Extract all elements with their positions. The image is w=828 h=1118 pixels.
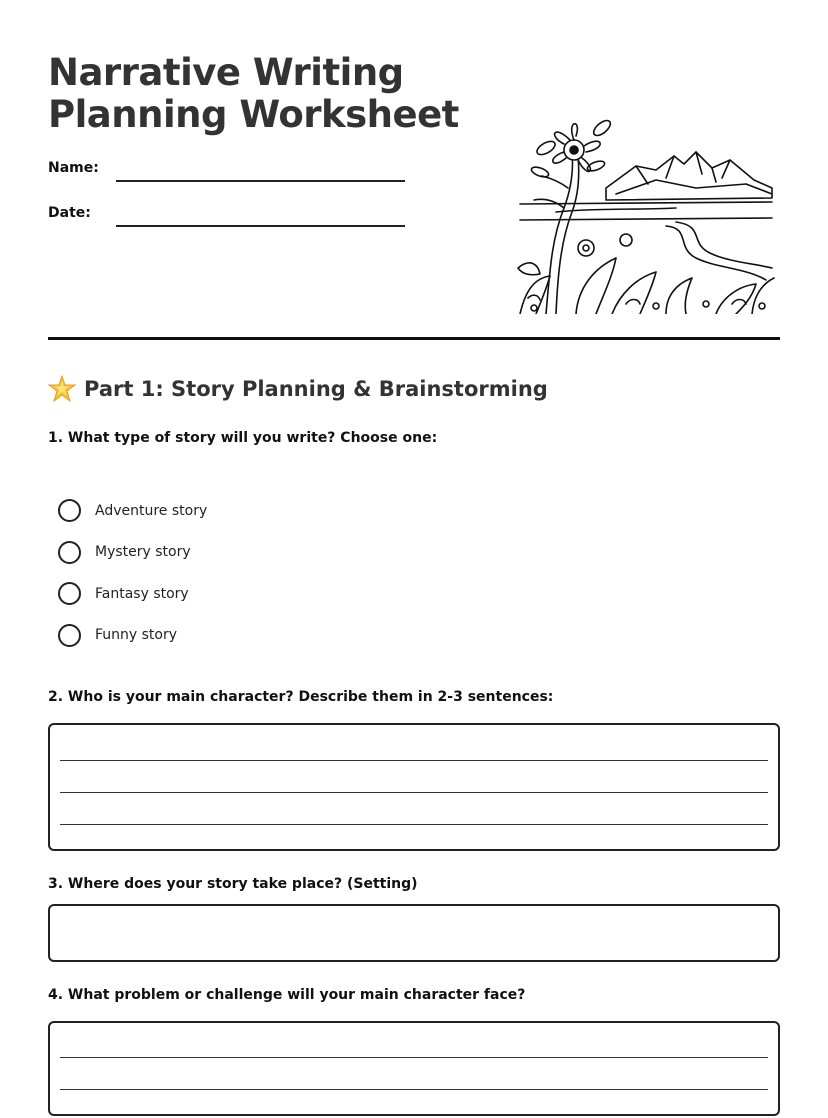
story-type-options: [58, 490, 207, 656]
writing-line: [60, 824, 768, 825]
option-adventure[interactable]: [58, 490, 207, 532]
question-1: 1. What type of story will you write? Choose one:: [48, 430, 438, 446]
radio-button[interactable]: [58, 541, 81, 564]
title-line-1: Narrative Writing: [48, 51, 404, 94]
writing-line: [60, 760, 768, 761]
title-line-2: Planning Worksheet: [48, 93, 459, 136]
option-mystery[interactable]: [58, 532, 207, 574]
section-title: Part 1: Story Planning & Brainstorming: [84, 377, 548, 401]
radio-button[interactable]: [58, 499, 81, 522]
date-label: Date:: [48, 205, 91, 221]
radio-button[interactable]: [58, 582, 81, 605]
character-answer-box[interactable]: [48, 723, 780, 851]
header-divider: [48, 337, 780, 340]
writing-line: [60, 1057, 768, 1058]
option-label: Adventure story: [95, 502, 208, 519]
radio-button[interactable]: [58, 624, 81, 647]
star-icon: [48, 375, 76, 403]
section-heading: [48, 374, 548, 404]
name-field[interactable]: [116, 180, 405, 182]
option-funny[interactable]: [58, 615, 207, 657]
writing-line: [60, 1089, 768, 1090]
option-label: Mystery story: [95, 544, 191, 561]
question-3: 3. Where does your story take place? (Setting): [48, 876, 418, 892]
name-label: Name:: [48, 160, 99, 176]
question-2: 2. Who is your main character? Describe them in 2-3 sentences:: [48, 689, 554, 705]
setting-answer-box[interactable]: [48, 904, 780, 962]
date-field[interactable]: [116, 225, 405, 227]
writing-line: [60, 792, 768, 793]
option-label: Fantasy story: [95, 585, 189, 602]
question-4: 4. What problem or challenge will your main character face?: [48, 987, 526, 1003]
option-fantasy[interactable]: [58, 573, 207, 615]
landscape-illustration: [516, 108, 776, 314]
worksheet-title: [48, 52, 468, 136]
problem-answer-box[interactable]: [48, 1021, 780, 1116]
option-label: Funny story: [95, 627, 178, 644]
